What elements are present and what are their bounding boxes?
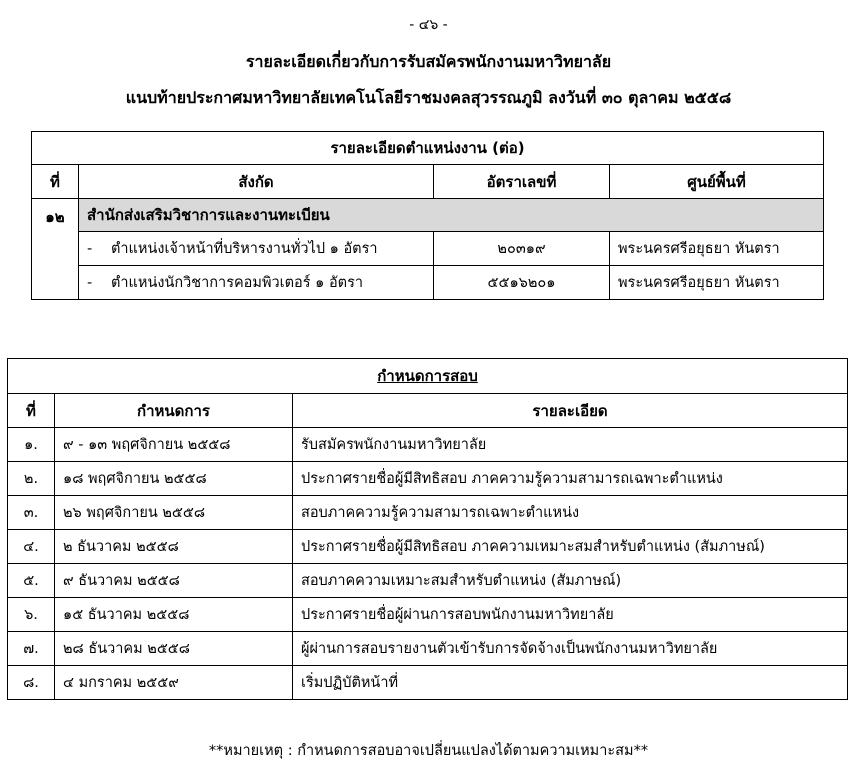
row-date: ๔ มกราคม ๒๕๕๙: [55, 666, 293, 700]
row-date: ๒ ธันวาคม ๒๕๕๘: [55, 530, 293, 564]
row-date: ๑๕ ธันวาคม ๒๕๕๘: [55, 598, 293, 632]
job-details-section-title: รายละเอียดตำแหน่งงาน (ต่อ): [32, 132, 824, 165]
table-row: [8, 564, 848, 598]
table-row: [8, 428, 848, 462]
table-row: [8, 462, 848, 496]
row-detail: เริ่มปฏิบัติหน้าที่: [293, 666, 848, 700]
row-detail: สอบภาคความเหมาะสมสำหรับตำแหน่ง (สัมภาษณ์): [293, 564, 848, 598]
header-schedule: กำหนดการ: [55, 394, 293, 428]
exam-schedule-title-text: กำหนดการสอบ: [377, 367, 478, 385]
exam-schedule-section-title: [8, 359, 848, 394]
row-detail: ประกาศรายชื่อผู้มีสิทธิสอบ ภาคความรู้ความสามารถเฉพาะตำแหน่ง: [293, 462, 848, 496]
footnote: **หมายเหตุ : กำหนดการสอบอาจเปลี่ยนแปลงได้ตามความเหมาะสม**: [208, 743, 649, 759]
exam-schedule-header-row: [8, 394, 848, 428]
position-title: ตำแหน่งนักวิชาการคอมพิวเตอร์ ๑ อัตรา: [111, 275, 363, 291]
position-title: ตำแหน่งเจ้าหน้าที่บริหารงานทั่วไป ๑ อัตรา: [111, 241, 378, 257]
document-title: รายละเอียดเกี่ยวกับการรับสมัครพนักงานมหาวิทยาลัย: [245, 52, 612, 71]
header-detail: รายละเอียด: [293, 394, 848, 428]
job-details-header-row: [32, 165, 824, 199]
table-row: [32, 232, 824, 266]
position-title-cell: [79, 232, 434, 266]
row-number: ๓.: [8, 496, 55, 530]
header-no: ที่: [32, 165, 79, 199]
rate-number: ๕๕๑๖๒๐๑: [434, 266, 610, 300]
table-row: [8, 666, 848, 700]
row-detail: ประกาศรายชื่อผู้ผ่านการสอบพนักงานมหาวิทยาลัย: [293, 598, 848, 632]
row-date: ๙ - ๑๓ พฤศจิกายน ๒๕๕๘: [55, 428, 293, 462]
row-detail: ประกาศรายชื่อผู้มีสิทธิสอบ ภาคความเหมาะสมสำหรับตำแหน่ง (สัมภาษณ์): [293, 530, 848, 564]
table-row: [8, 496, 848, 530]
job-details-table: [31, 131, 824, 300]
row-date: ๑๘ พฤศจิกายน ๒๕๕๘: [55, 462, 293, 496]
header-no: ที่: [8, 394, 55, 428]
header-affiliation: สังกัด: [79, 165, 434, 199]
table-row: [8, 598, 848, 632]
bullet-dash: -: [87, 241, 93, 257]
row-date: ๒๘ ธันวาคม ๒๕๕๘: [55, 632, 293, 666]
row-number: ๗.: [8, 632, 55, 666]
row-number: ๘.: [8, 666, 55, 700]
area-center: พระนครศรีอยุธยา หันตรา: [610, 232, 824, 266]
header-rate-number: อัตราเลขที่: [434, 165, 610, 199]
row-date: ๙ ธันวาคม ๒๕๕๘: [55, 564, 293, 598]
group-number: ๑๒: [32, 199, 79, 300]
table-row: [32, 266, 824, 300]
rate-number: ๒๐๓๑๙: [434, 232, 610, 266]
row-detail: สอบภาคความรู้ความสามารถเฉพาะตำแหน่ง: [293, 496, 848, 530]
row-number: ๑.: [8, 428, 55, 462]
exam-schedule-table: [7, 358, 848, 700]
header-area-center: ศูนย์พื้นที่: [610, 165, 824, 199]
row-number: ๔.: [8, 530, 55, 564]
row-number: ๒.: [8, 462, 55, 496]
row-date: ๒๖ พฤศจิกายน ๒๕๕๘: [55, 496, 293, 530]
bullet-dash: -: [87, 275, 93, 291]
row-number: ๕.: [8, 564, 55, 598]
page-number: - ๔๖ -: [409, 17, 448, 33]
group-row: [32, 199, 824, 232]
row-number: ๖.: [8, 598, 55, 632]
document-subtitle: แนบท้ายประกาศมหาวิทยาลัยเทคโนโลยีราชมงคลสุวรรณภูมิ ลงวันที่ ๓๐ ตุลาคม ๒๕๕๘: [125, 88, 732, 107]
row-detail: รับสมัครพนักงานมหาวิทยาลัย: [293, 428, 848, 462]
table-row: [8, 632, 848, 666]
row-detail: ผู้ผ่านการสอบรายงานตัวเข้ารับการจัดจ้างเป็นพนักงานมหาวิทยาลัย: [293, 632, 848, 666]
table-row: [8, 530, 848, 564]
position-title-cell: [79, 266, 434, 300]
area-center: พระนครศรีอยุธยา หันตรา: [610, 266, 824, 300]
group-name: สำนักส่งเสริมวิชาการและงานทะเบียน: [79, 199, 824, 232]
